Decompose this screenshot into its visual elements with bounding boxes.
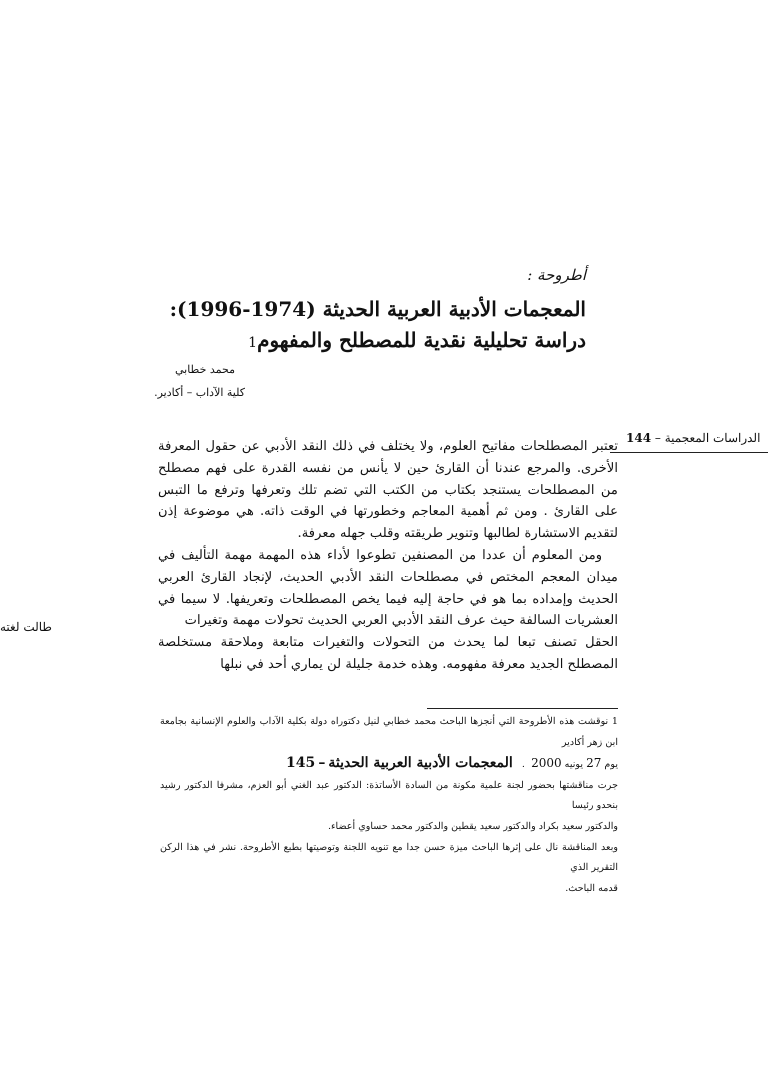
footnote-line-2: جرت مناقشتها بحضور لجنة علمية مكونة من السادة الأساتذة: الدكتور عبد الغني أبو العزم، مشرفا الدكتور رشيد بنحدو رئيسا <box>160 779 618 812</box>
adjacent-page-fragment: طالت لغته <box>0 620 52 634</box>
running-head-dash: – <box>654 431 661 445</box>
author-affiliation: كلية الآداب – أكادير. <box>154 386 245 399</box>
footnote-marker: 1 <box>611 716 618 727</box>
footnote <box>160 712 618 899</box>
title-line-2 <box>116 325 586 359</box>
running-head-next-number: 145 <box>286 755 316 772</box>
article-body <box>158 436 618 676</box>
running-head-next-text: المعجمات الأدبية العربية الحديثة <box>328 755 513 772</box>
footnote-day: 27 <box>586 756 602 771</box>
footnote-line-5: قدمه الباحث. <box>565 882 618 894</box>
body-paragraph-2: ومن المعلوم أن عددا من المصنفين تطوعوا لأداء هذه المهمة مهمة التأليف في ميدان المعجم المختص في مصطلحات النقد الأدبي الحديث، لإنجاد القارئ العربي الحديث وإمداده بما هو في حاجة إليه فيما يخص المصطلحات وتعريفها. لا سيما في العشريات السالفة حيث عرف النقد الأدبي العربي الحديث تحولات مهمة وتغيرات <box>158 547 618 629</box>
footnote-dateline: يوم 27 يونيه 2000 . المعجمات الأدبية العربية الحديثة – 145 <box>286 755 618 772</box>
page-title <box>116 294 586 359</box>
running-head <box>626 431 760 445</box>
running-head-text: الدراسات المعجمية <box>664 431 761 445</box>
running-head-next-dash: – <box>318 755 326 772</box>
footnote-day-prefix: يوم <box>604 759 618 771</box>
body-paragraph-1: تعتبر المصطلحات مفاتيح العلوم، ولا يختلف في ذلك النقد الأدبي عن حقول المعرفة الأخرى. والمرجع عندنا أن القارئ حين لا يأنس من نفسه القدرة على فهم مصطلح من المصطلحات يستنجد بكتاب من الكتب التي تضم تلك وتعرفها وترفع ما التبس على القارئ . ومن ثم أهمية المعاجم وخطورتها في الوقت ذاته. هي موضوعة إذن لتقديم الاستشارة لطالبها وتنوير طريقته وقلب جهله معرفة. <box>158 439 618 542</box>
footnote-line-4: وبعد المناقشة نال على إثرها الباحث ميزة حسن جدا مع تنويه اللجنة وتوصيتها بطبع الأطروحة. نشر في هذا الركن التقرير الذي <box>160 841 618 874</box>
footnote-rule <box>427 708 618 709</box>
footnote-text-1: نوقشت هذه الأطروحة التي أنجزها الباحث محمد خطابي لنيل دكتوراه دولة بكلية الآداب والعلوم الإنسانية بجامعة ابن زهر أكادير <box>160 716 618 748</box>
title-line-1: المعجمات الأدبية العربية الحديثة (1974-1996): <box>169 297 586 321</box>
header-rule <box>610 452 768 453</box>
body-paragraph-3: الحقل تصنف تبعا لما يحدث من التحولات والتغيرات متابعة وملاحقة مستخلصة المصطلح الجديد معرفة مفهومه. وهذه خدمة جليلة لن يماري أحد في نبلها <box>158 635 618 672</box>
footnote-line-1 <box>160 712 618 753</box>
title-line-2-text: دراسة تحليلية نقدية للمصطلح والمفهوم <box>257 328 586 352</box>
title-footnote-marker: 1 <box>248 335 258 351</box>
footnote-year: 2000 <box>531 756 562 771</box>
author-name: محمد خطابي <box>174 363 235 376</box>
footnote-month: يونيه <box>564 759 584 771</box>
thesis-label: أطروحة : <box>527 266 586 284</box>
footnote-line-3: والدكتور سعيد بكراد والدكتور سعيد يقطين والدكتور محمد حساوي أعضاء. <box>327 820 618 832</box>
page-number: 144 <box>626 431 652 445</box>
